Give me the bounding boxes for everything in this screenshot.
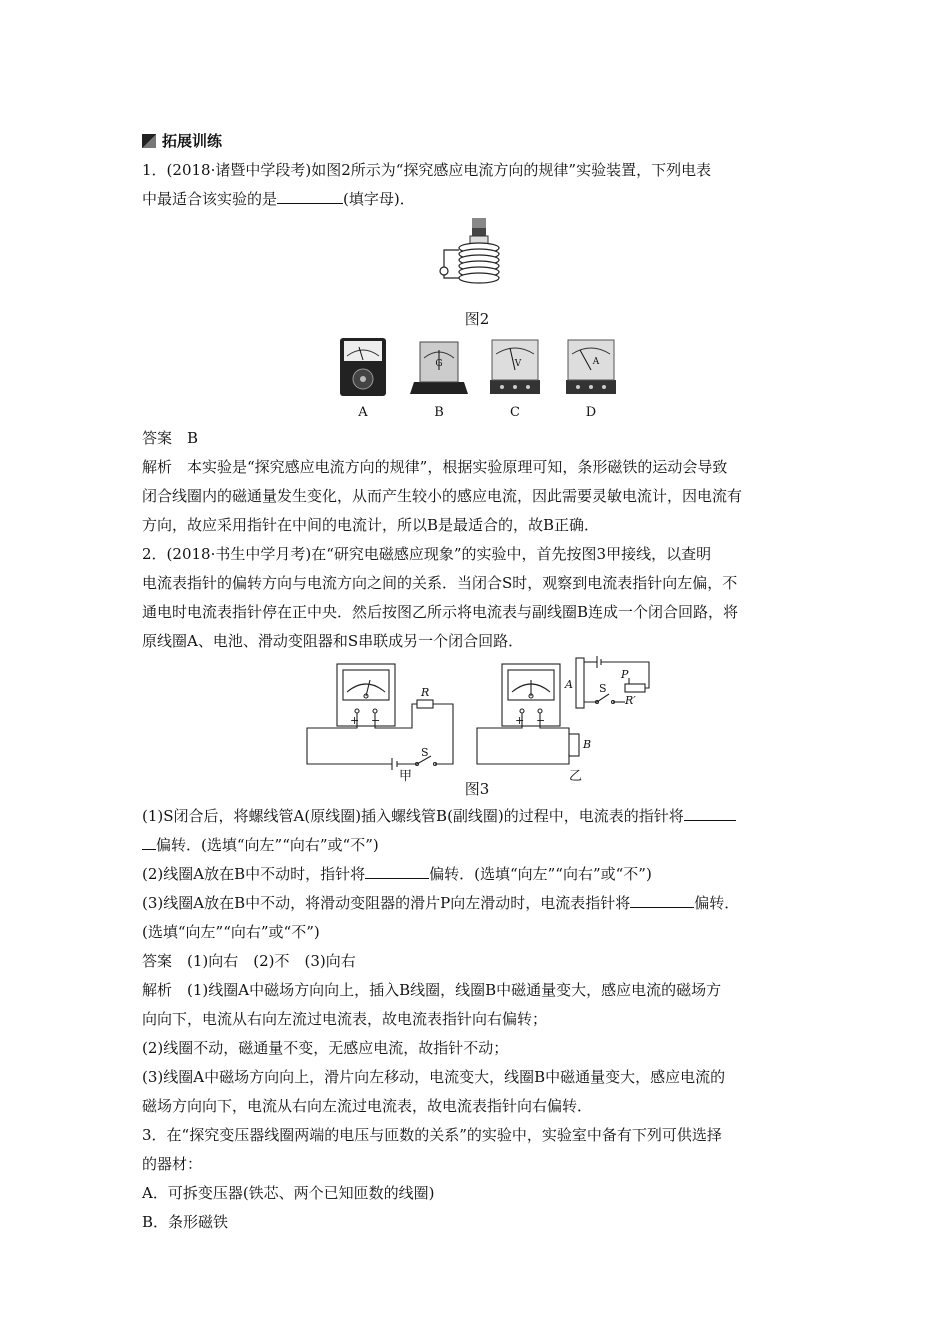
q2-sub3-line xyxy=(142,889,812,918)
fig3-caption: 图3 xyxy=(464,780,490,798)
meter-label-b: B xyxy=(434,405,444,420)
q2-analysis-1: 解析 (1)线圈A中磁场方向向上，插入B线圈，线圈B中磁通量变大，感应电流的磁场方 xyxy=(142,981,722,999)
fig3-diagram xyxy=(142,658,812,784)
meter-label-c: C xyxy=(510,405,520,420)
q1-answer: 答案 B xyxy=(142,429,199,447)
fig3-plus-jia: + xyxy=(350,714,360,727)
fig3-label-jia: 甲 xyxy=(399,769,413,784)
fig3-minus-yi: − xyxy=(536,714,546,727)
fig2-diagram xyxy=(142,216,812,306)
q2-sub3b: 偏转． xyxy=(694,894,740,912)
q2-analysis-2: 向向下，电流从右向左流过电流表，故电流表指针向右偏转； xyxy=(142,1010,548,1028)
meter-c-mark: V xyxy=(514,359,522,369)
section-header xyxy=(142,126,812,156)
meter-label-d: D xyxy=(585,405,597,420)
q2-analysis-5: 磁场方向向下，电流从右向左流过电流表，故电流表指针向右偏转． xyxy=(142,1097,593,1115)
section-marker-icon xyxy=(142,134,156,148)
q2-intro-1: 2．(2018·书生中学月考)在“研究电磁感应现象”的实验中，首先按图3甲接线，以查明 xyxy=(142,545,712,563)
q2-intro-2: 电流表指针的偏转方向与电流方向之间的关系．当闭合S时，观察到电流表指针向左偏，不 xyxy=(142,574,738,592)
q2-sub1-line-2 xyxy=(142,831,812,860)
circuit-diagram-icon xyxy=(307,658,647,784)
q2-intro-3: 通电时电流表指针停在正中央．然后按图乙所示将电流表与副线圈B连成一个闭合回路，将 xyxy=(142,603,739,621)
q2-analysis-4: (3)线圈A中磁场方向向上，滑片向左移动，电流变大，线圈B中磁通量变大，感应电流的 xyxy=(142,1068,726,1086)
fig3-label-p: P xyxy=(621,668,629,681)
q2-sub2-blank xyxy=(365,862,429,879)
ammeter-icon xyxy=(560,336,622,398)
q2-sub3-blank xyxy=(630,891,694,908)
meter-label-a: A xyxy=(358,405,368,420)
galvanometer-icon xyxy=(408,336,470,398)
q3-line-2: 的器材： xyxy=(142,1155,203,1173)
q2-analysis-3: (2)线圈不动，磁通量不变，无感应电流，故指针不动； xyxy=(142,1039,509,1057)
fig3-label-yi: 乙 xyxy=(569,769,583,784)
q2-sub3-line-2: (选填“向左”“向右”或“不”) xyxy=(142,923,320,941)
q2-answer: 答案 (1)向右 (2)不 (3)向右 xyxy=(142,952,356,970)
q3-option-a: A．可拆变压器(铁芯、两个已知匝数的线圈) xyxy=(142,1184,435,1202)
q1-line-1: 1．(2018·诸暨中学段考)如图2所示为“探究感应电流方向的规律”实验装置，下列电表 xyxy=(142,161,712,179)
voltmeter-icon xyxy=(484,336,546,398)
meter-labels xyxy=(142,402,812,424)
fig3-label-a: A xyxy=(565,678,573,691)
q3-option-b: B．条形磁铁 xyxy=(142,1213,229,1231)
q1-analysis-3: 方向，故应采用指针在中间的电流计，所以B是最适合的，故B正确． xyxy=(142,516,600,534)
q1-answer-blank xyxy=(277,187,343,204)
q2-sub3a: (3)线圈A放在B中不动，将滑动变阻器的滑片P向左滑动时，电流表指针将 xyxy=(142,894,631,912)
section-title: 拓展训练 xyxy=(162,132,223,150)
q1-analysis-1: 解析 本实验是“探究感应电流方向的规律”，根据实验原理可知，条形磁铁的运动会导致 xyxy=(142,458,728,476)
meter-d-mark: A xyxy=(592,357,600,367)
q2-sub1-line xyxy=(142,802,812,831)
document-page xyxy=(142,126,812,1237)
fig3-plus-yi: + xyxy=(515,714,525,727)
q1-analysis-2: 闭合线圈内的磁通量发生变化，从而产生较小的感应电流，因此需要灵敏电流计，因电流有 xyxy=(142,487,743,505)
q3-line-1: 3．在“探究变压器线圈两端的电压与匝数的关系”的实验中，实验室中备有下列可供选择 xyxy=(142,1126,722,1144)
fig3-label-r: R xyxy=(421,686,430,699)
meter-b-mark: G xyxy=(435,359,443,369)
q2-sub1a: (1)S闭合后，将螺线管A(原线圈)插入螺线管B(副线圈)的过程中，电流表的指针将 xyxy=(142,807,684,825)
q1-line-2a: 中最适合该实验的是 xyxy=(142,190,278,208)
q2-sub2a: (2)线圈A放在B中不动时，指针将 xyxy=(142,865,366,883)
meter-images xyxy=(142,336,812,402)
solenoid-magnet-icon xyxy=(432,216,522,304)
q2-sub1-blank-a xyxy=(684,804,736,821)
q2-sub2b: 偏转．(选填“向左”“向右”或“不”) xyxy=(429,865,652,883)
q2-sub2-line xyxy=(142,860,812,889)
multimeter-icon xyxy=(332,336,394,398)
fig2-caption: 图2 xyxy=(464,310,490,328)
fig3-label-s2: S xyxy=(599,682,607,695)
fig3-label-s: S xyxy=(421,746,429,759)
q1-line-2 xyxy=(142,185,812,214)
fig3-label-rprime: R′ xyxy=(625,694,636,707)
q1-line-2b: (填字母)． xyxy=(343,190,415,208)
q2-sub1-blank-b xyxy=(142,833,156,850)
q2-sub1b: 偏转．(选填“向左”“向右”或“不”) xyxy=(156,836,379,854)
fig3-label-b: B xyxy=(583,738,592,751)
fig3-minus-jia: − xyxy=(371,714,381,727)
q2-intro-4: 原线圈A、电池、滑动变阻器和S串联成另一个闭合回路． xyxy=(142,632,524,650)
